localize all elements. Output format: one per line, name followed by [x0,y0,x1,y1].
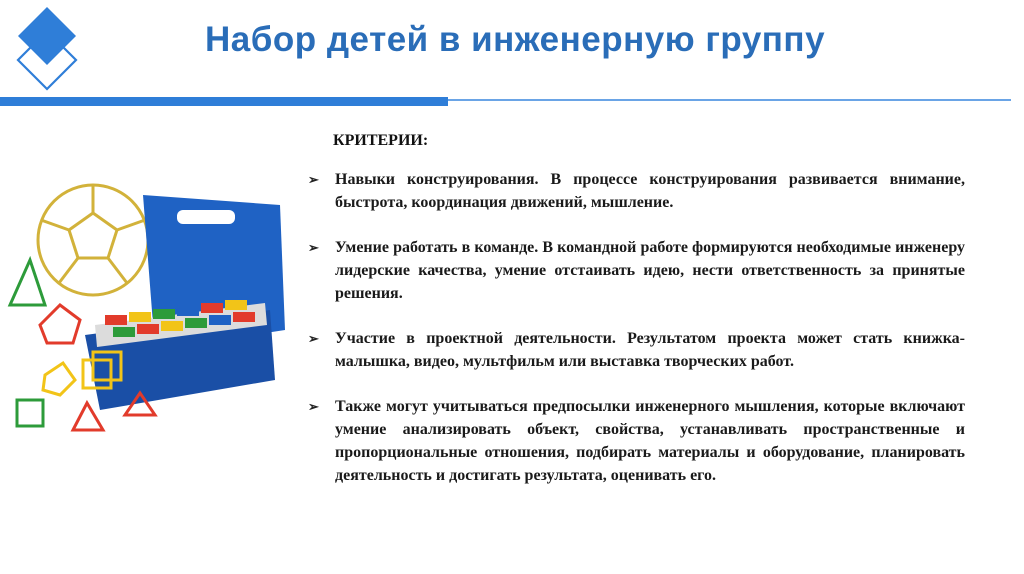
diamond-logo-icon [12,5,82,95]
page-title: Набор детей в инженерную группу [205,20,826,59]
header-divider-thin [448,99,1011,101]
chevron-right-icon: ➢ [308,240,319,255]
criteria-item-text: Навыки конструирования. В процессе конструирования развивается внимание, быстрота, координация движений, мышление. [335,171,965,211]
chevron-right-icon: ➢ [308,172,319,187]
construction-kit-image [5,175,305,440]
criteria-item-text: Умение работать в команде. В командной работе формируются необходимые инженеру лидерские качества, умение отстаивать идею, нести ответственность за принятые решения. [335,239,965,302]
criteria-panel [305,132,965,509]
criteria-item-text: Участие в проектной деятельности. Результатом проекта может стать книжка-малышка, видео, мультфильм или выставка творческих работ. [335,330,965,370]
header-divider-thick [0,97,448,106]
frame-sphere [38,185,148,295]
criteria-item-text: Также могут учитываться предпосылки инженерного мышления, которые включают умение анализировать объект, свойства, устанавливать пространственные и пропорциональные отношения, подбирать материалы и оборудование, планировать деятельность и достигать результата, оценивать его. [335,398,965,484]
chevron-right-icon: ➢ [308,331,319,346]
criteria-item [305,327,965,373]
criteria-heading: КРИТЕРИИ: [333,132,429,149]
chevron-right-icon: ➢ [308,399,319,414]
criteria-item [305,168,965,214]
criteria-list [305,168,965,487]
criteria-item [305,236,965,305]
criteria-item [305,395,965,487]
